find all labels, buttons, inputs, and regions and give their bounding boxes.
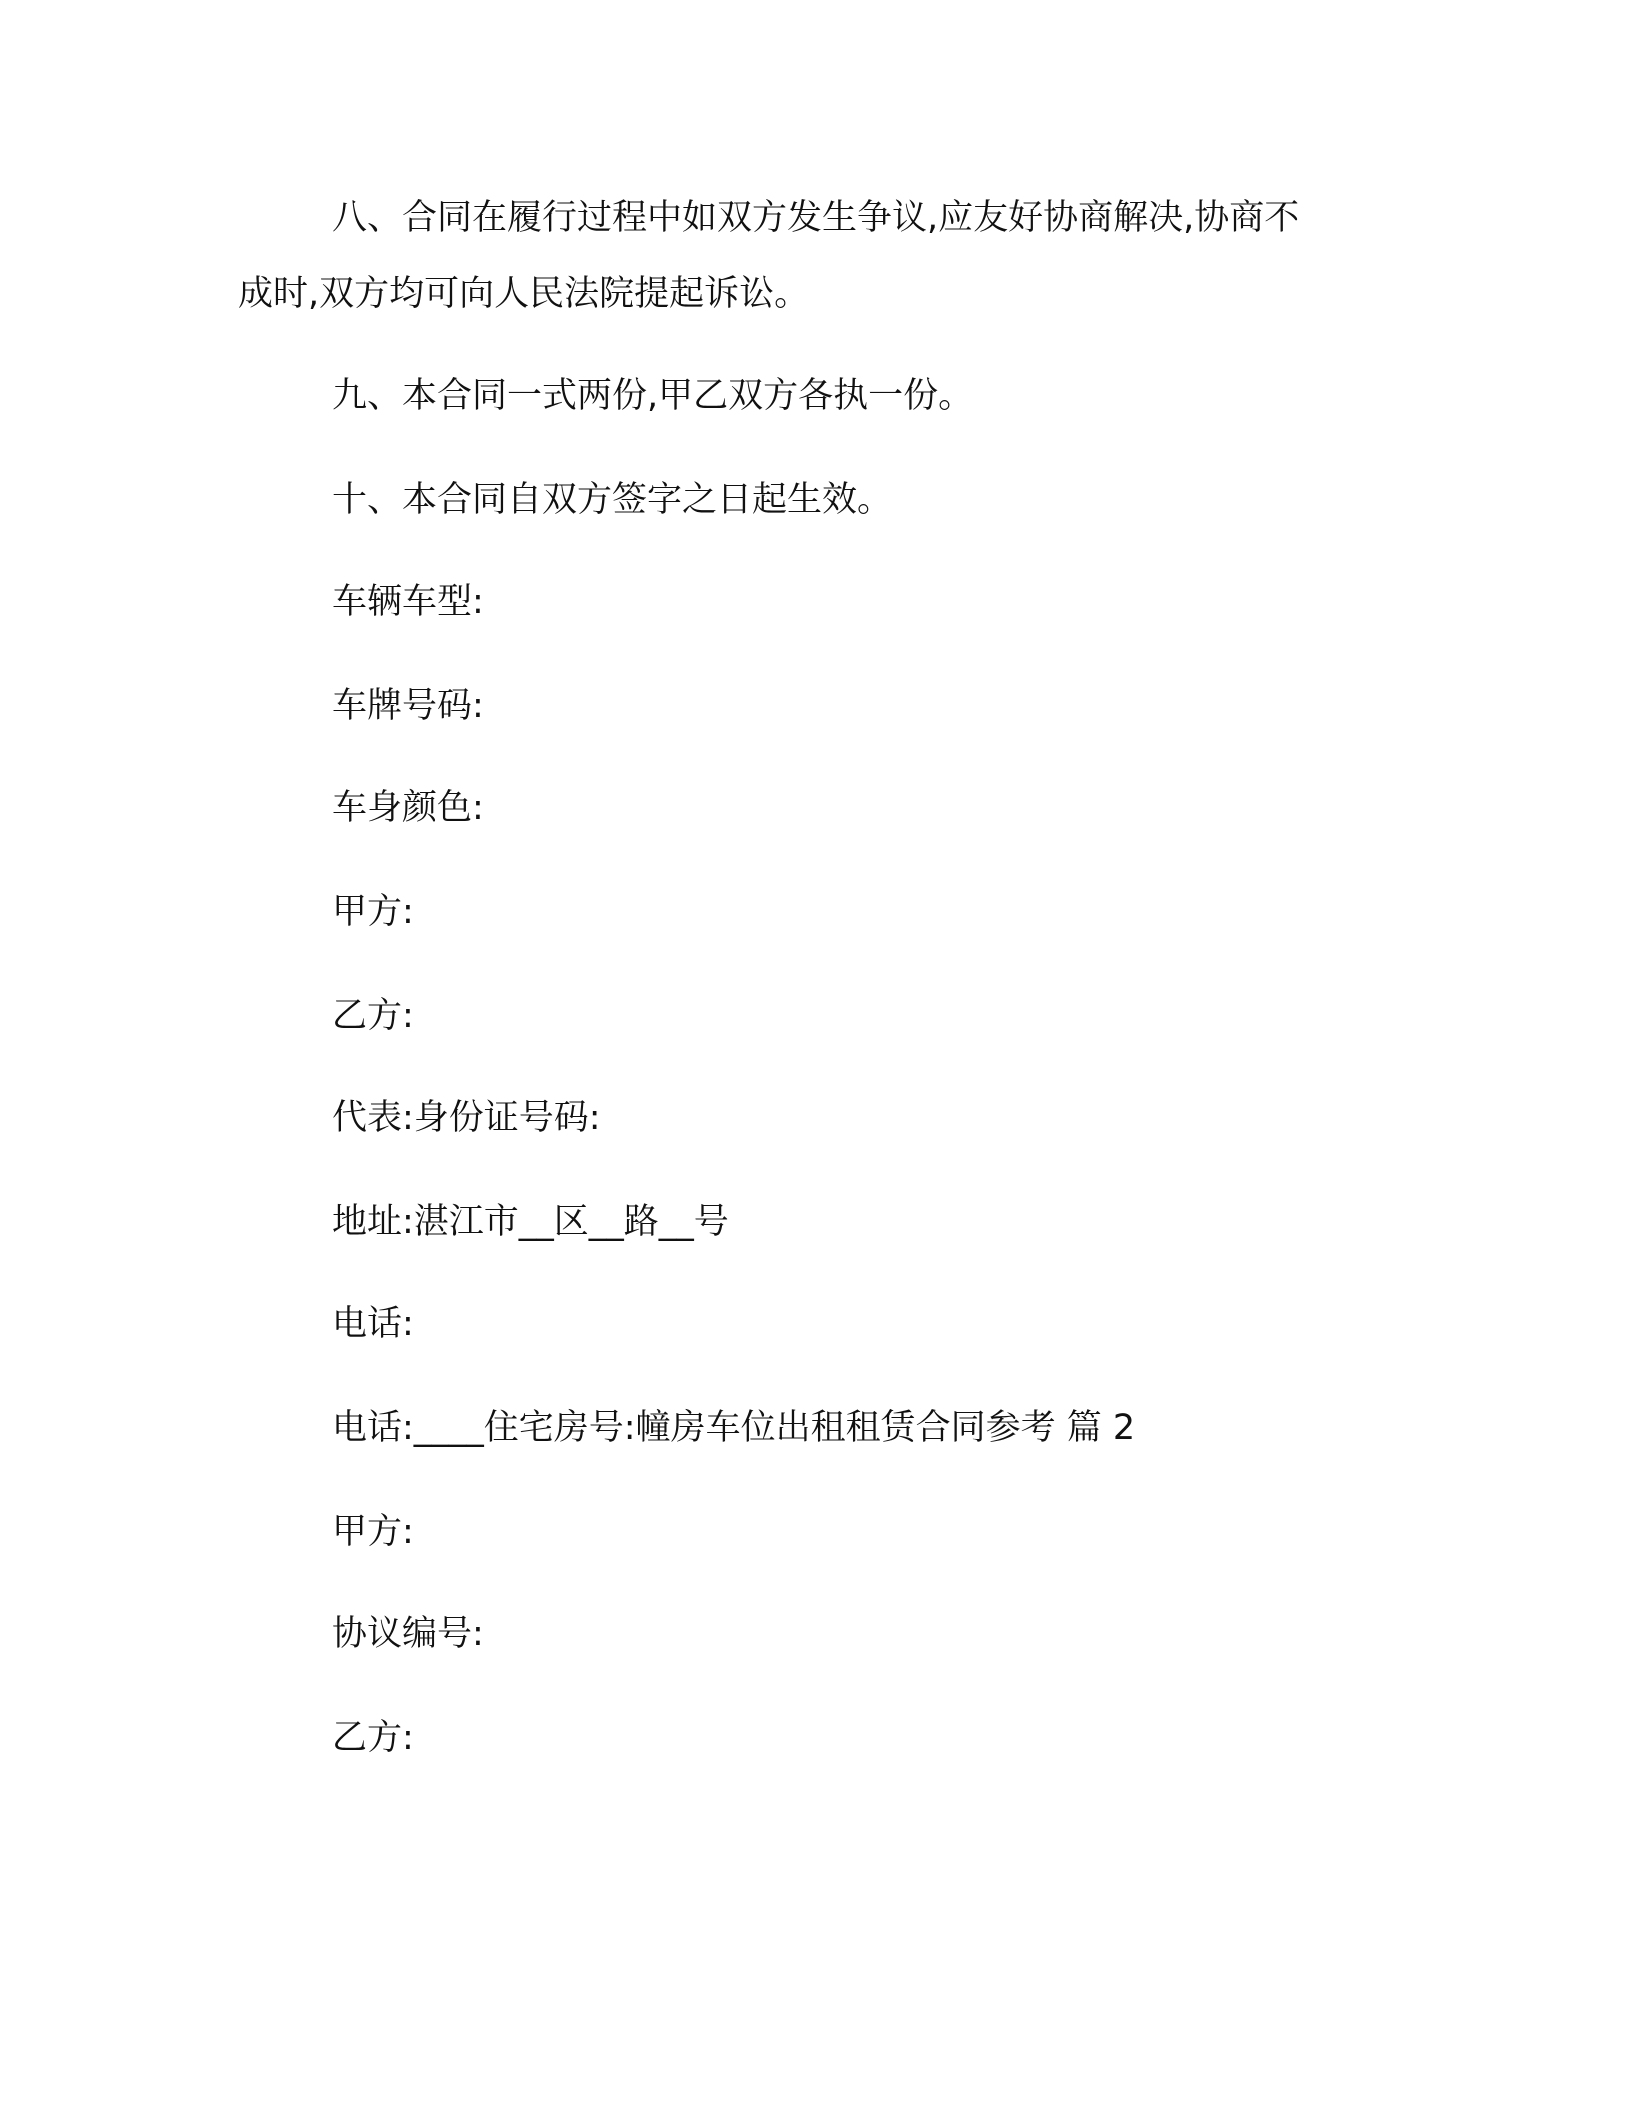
party-a-label: 甲方: xyxy=(332,892,414,932)
phone-label: 电话: xyxy=(332,1304,414,1344)
party-b-label: 乙方: xyxy=(332,996,414,1036)
clause-8-line-1: 八、合同在履行过程中如双方发生争议,应友好协商解决,协商不 xyxy=(332,198,1300,238)
representative-id-label: 代表:身份证号码: xyxy=(332,1098,601,1138)
phone-residence-line: 电话:____住宅房号:幢房车位出租租赁合同参考 篇 2 xyxy=(332,1408,1136,1448)
plate-number-label: 车牌号码: xyxy=(332,686,484,726)
party-a-label-2: 甲方: xyxy=(332,1512,414,1552)
clause-10: 十、本合同自双方签字之日起生效。 xyxy=(332,480,893,520)
vehicle-model-label: 车辆车型: xyxy=(332,582,484,622)
clause-8-line-2: 成时,双方均可向人民法院提起诉讼。 xyxy=(238,274,810,314)
party-b-label-2: 乙方: xyxy=(332,1718,414,1758)
clause-9: 九、本合同一式两份,甲乙双方各执一份。 xyxy=(332,376,974,416)
address-line: 地址:湛江市__区__路__号 xyxy=(332,1202,729,1242)
agreement-number-label: 协议编号: xyxy=(332,1614,484,1654)
body-color-label: 车身颜色: xyxy=(332,788,484,828)
